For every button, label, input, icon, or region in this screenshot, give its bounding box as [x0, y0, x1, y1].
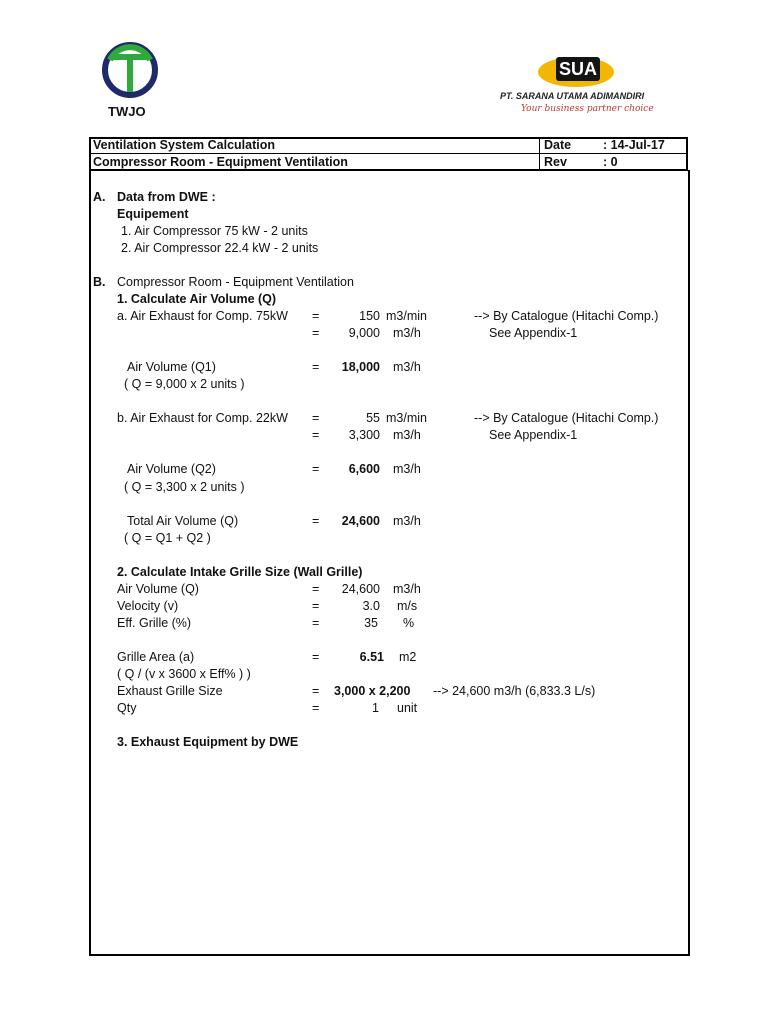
velocity-value: 3.0 [362, 599, 380, 613]
equals-sign: = [312, 326, 320, 340]
step1-heading: 1. Calculate Air Volume (Q) [117, 292, 277, 306]
equals-sign: = [312, 650, 320, 664]
date-value: : 14-Jul-17 [603, 138, 665, 152]
unit: m3/h [393, 326, 421, 340]
air-exhaust-75kw-m3h: 9,000 [348, 326, 380, 340]
air-volume-value: 24,600 [341, 582, 380, 596]
unit: m3/h [393, 360, 421, 374]
qty-value: 1 [372, 701, 379, 715]
air-volume-q1-formula: ( Q = 9,000 x 2 units ) [124, 377, 245, 391]
sua-logo-text: SUA [556, 57, 600, 81]
equals-sign: = [312, 582, 320, 596]
sua-company-name: PT. SARANA UTAMA ADIMANDIRI [500, 91, 645, 101]
equals-sign: = [312, 599, 320, 613]
unit: m3/h [393, 428, 421, 442]
exhaust-grille-size-label: Exhaust Grille Size [117, 684, 223, 698]
header-column-divider [539, 137, 540, 171]
equals-sign: = [312, 360, 320, 374]
unit: % [403, 616, 415, 630]
equals-sign: = [312, 514, 320, 528]
twjo-logo-icon [100, 40, 160, 104]
twjo-logo-text: TWJO [108, 104, 146, 119]
air-volume-q1-value: 18,000 [341, 360, 380, 374]
header-row-divider [89, 153, 688, 154]
equals-sign: = [312, 309, 320, 323]
unit: m3/h [393, 582, 421, 596]
doc-subtitle: Compressor Room - Equipment Ventilation [93, 155, 348, 169]
equals-sign: = [312, 428, 320, 442]
section-a-heading: Data from DWE : [117, 190, 216, 204]
grille-area-value: 6.51 [359, 650, 384, 664]
equals-sign: = [312, 684, 320, 698]
air-exhaust-22kw-m3h: 3,300 [348, 428, 380, 442]
qty-label: Qty [117, 701, 137, 715]
air-exhaust-22kw-label: b. Air Exhaust for Comp. 22kW [117, 411, 288, 425]
velocity-label: Velocity (v) [117, 599, 179, 613]
section-b-heading: Compressor Room - Equipment Ventilation [117, 275, 354, 289]
air-volume-q2-label: Air Volume (Q2) [127, 462, 216, 476]
air-exhaust-75kw-value: 150 [359, 309, 380, 323]
doc-title: Ventilation System Calculation [93, 138, 275, 152]
equals-sign: = [312, 616, 320, 630]
section-a-letter: A. [93, 190, 106, 204]
air-volume-q2-formula: ( Q = 3,300 x 2 units ) [124, 480, 245, 494]
air-volume-label: Air Volume (Q) [117, 582, 199, 596]
equipment-item: 2. Air Compressor 22.4 kW - 2 units [121, 241, 319, 255]
equipment-item: 1. Air Compressor 75 kW - 2 units [121, 224, 308, 238]
step3-heading: 3. Exhaust Equipment by DWE [117, 735, 299, 749]
appendix-note: See Appendix-1 [489, 428, 578, 442]
unit: m3/min [386, 309, 427, 323]
air-exhaust-22kw-value: 55 [366, 411, 380, 425]
total-air-volume-formula: ( Q = Q1 + Q2 ) [124, 531, 211, 545]
equals-sign: = [312, 701, 320, 715]
equals-sign: = [312, 411, 320, 425]
date-label: Date [544, 138, 572, 152]
total-air-volume-label: Total Air Volume (Q) [127, 514, 239, 528]
equals-sign: = [312, 462, 320, 476]
sua-slogan: Your business partner choice [521, 104, 654, 114]
step2-heading: 2. Calculate Intake Grille Size (Wall Grille) [117, 565, 363, 579]
unit: m3/h [393, 462, 421, 476]
exhaust-grille-size-value: 3,000 x 2,200 [334, 684, 411, 698]
eff-grille-value: 35 [364, 616, 378, 630]
catalogue-note: --> By Catalogue (Hitachi Comp.) [474, 411, 659, 425]
unit: m3/min [386, 411, 427, 425]
rev-value: : 0 [603, 155, 618, 169]
unit: m2 [399, 650, 417, 664]
air-exhaust-75kw-label: a. Air Exhaust for Comp. 75kW [117, 309, 288, 323]
unit: m3/h [393, 514, 421, 528]
total-air-volume-value: 24,600 [341, 514, 380, 528]
grille-area-label: Grille Area (a) [117, 650, 195, 664]
exhaust-grille-size-note: --> 24,600 m3/h (6,833.3 L/s) [433, 684, 596, 698]
air-volume-q1-label: Air Volume (Q1) [127, 360, 216, 374]
unit: m/s [397, 599, 418, 613]
rev-label: Rev [544, 155, 567, 169]
section-b-letter: B. [93, 275, 106, 289]
unit: unit [397, 701, 418, 715]
catalogue-note: --> By Catalogue (Hitachi Comp.) [474, 309, 659, 323]
appendix-note: See Appendix-1 [489, 326, 578, 340]
eff-grille-label: Eff. Grille (%) [117, 616, 192, 630]
section-a-subheading: Equipement [117, 207, 189, 221]
air-volume-q2-value: 6,600 [348, 462, 380, 476]
grille-area-formula: ( Q / (v x 3600 x Eff% ) ) [117, 667, 251, 681]
